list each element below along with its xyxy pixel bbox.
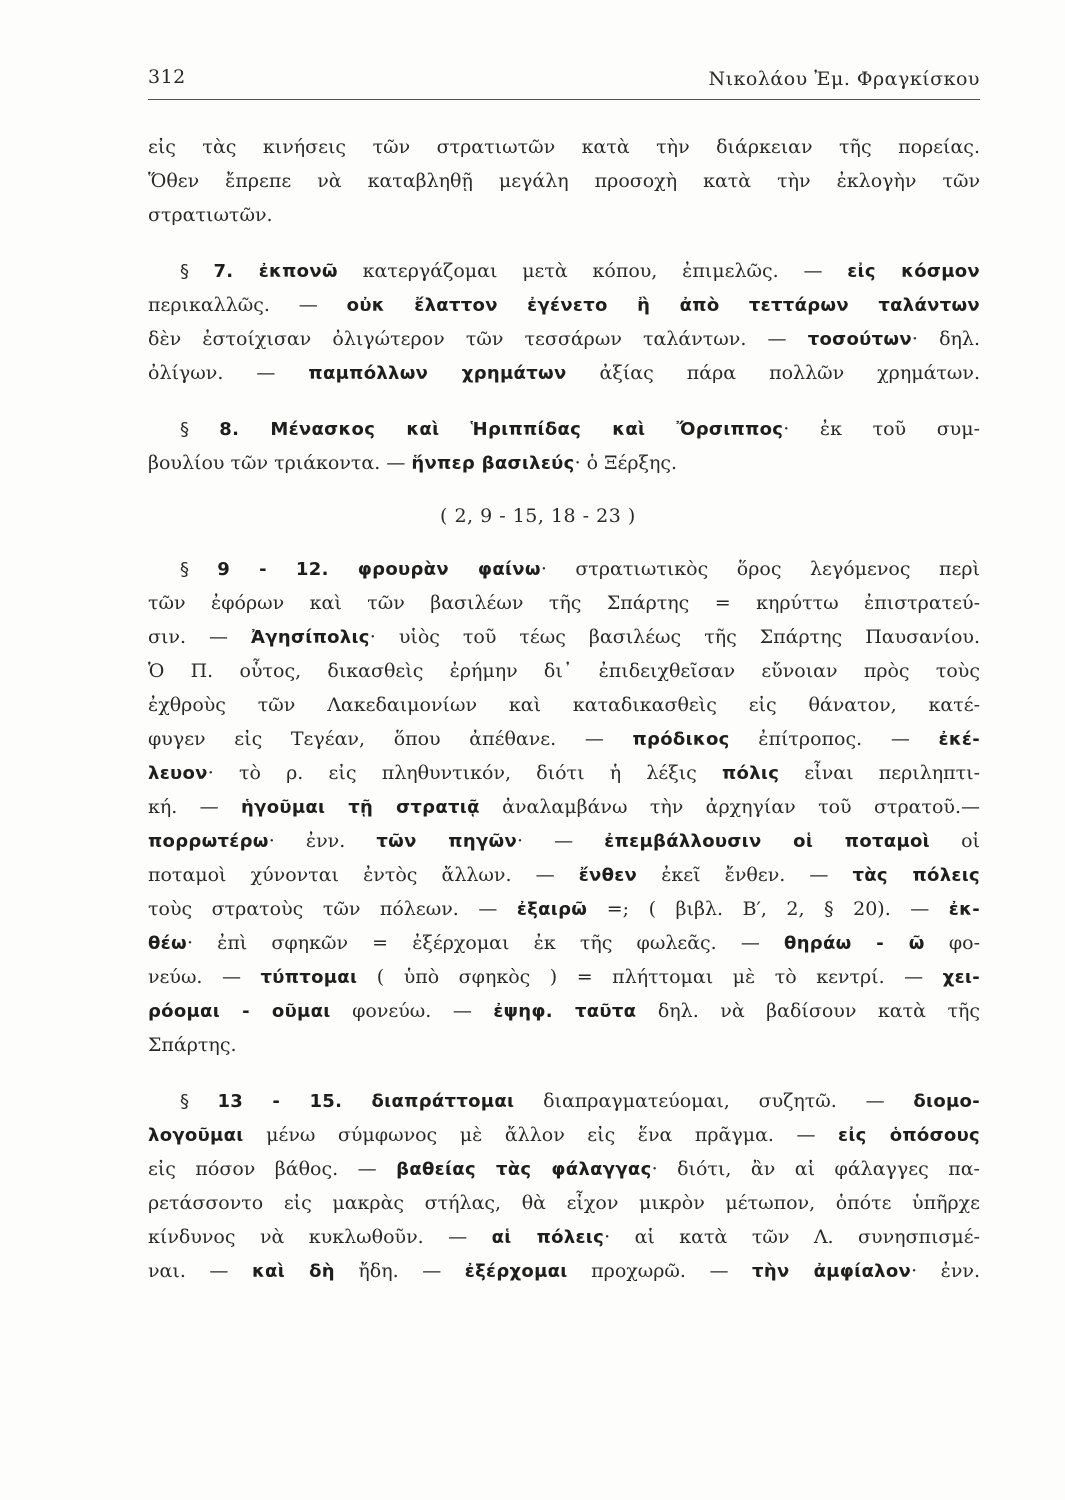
text-line [148, 994, 980, 1028]
text-line [148, 1254, 980, 1288]
text-segment: εἶναι περιληπτι- [779, 762, 980, 784]
text-segment: · ὁ Ξέρξης. [574, 452, 678, 474]
text-segment: ἐπίτροπος. — [729, 728, 939, 750]
text-line [148, 288, 980, 322]
text-line [148, 756, 980, 790]
bold-lemma: λογοῦμαι [148, 1125, 244, 1146]
bold-lemma: ἐκ- [948, 899, 980, 920]
bold-lemma: χει- [942, 967, 980, 988]
text-line [148, 356, 980, 390]
paragraph-section-7 [148, 254, 980, 390]
text-segment: κή. — [148, 796, 242, 818]
bold-lemma: βαθείας τὰς φάλαγγας [396, 1159, 652, 1180]
running-head: Νικολάου Ἐμ. Φραγκίσκου [708, 68, 980, 90]
text-line [148, 412, 980, 446]
bold-lemma: θηράω - ῶ [784, 933, 925, 954]
paragraph-section-9-12 [148, 552, 980, 1062]
text-segment: δηλ. νὰ βαδίσουν κατὰ τῆς [636, 1000, 980, 1022]
text-line [148, 1084, 980, 1118]
text-segment: ( ὑπὸ σφηκὸς ) = πλήττομαι μὲ τὸ κεντρί. — [357, 966, 943, 988]
text-line [148, 322, 980, 356]
text-line [148, 960, 980, 994]
text-segment: · ἐκ τοῦ συμ- [783, 418, 980, 440]
bold-lemma: ἐξέρχομαι [464, 1261, 568, 1282]
text-segment: διαπραγματεύομαι, συζητῶ. — [514, 1090, 914, 1112]
text-segment: ὀλίγων. — [148, 362, 309, 384]
bold-lemma: ἐξαιρῶ [516, 899, 588, 920]
bold-lemma: 8. Μένασκος καὶ Ἡριππίδας καὶ Ὄρσιππος [219, 419, 784, 440]
text-segment: · υἱὸς τοῦ τέως βασιλέως τῆς Σπάρτης Παυσανίου. [369, 626, 980, 648]
text-line [148, 654, 980, 688]
text-line [148, 1186, 980, 1220]
text-segment: εἰς πόσον βάθος. — [148, 1158, 397, 1180]
text-segment: τοὺς στρατοὺς τῶν πόλεων. — [148, 898, 517, 920]
bold-lemma: διομο- [913, 1091, 980, 1112]
text-segment: ἤδη. — [334, 1260, 465, 1282]
text-segment: τῶν ἐφόρων καὶ τῶν βασιλέων τῆς Σπάρτης = κηρύττω ἐπιστρατεύ- [148, 592, 980, 614]
text-line [148, 790, 980, 824]
bold-lemma: καὶ δὴ [251, 1261, 335, 1282]
text-segment: φο- [924, 932, 980, 954]
section-sign: § [180, 419, 220, 440]
text-line [148, 892, 980, 926]
text-segment: φονεύω. — [330, 1000, 494, 1022]
bold-lemma: ἔνθεν [578, 865, 638, 886]
bold-lemma: τοσούτων [807, 329, 912, 350]
text-segment: νεύω. — [148, 966, 261, 988]
bold-lemma: ἡγοῦμαι τῇ στρατιᾷ [241, 797, 480, 818]
text-line [148, 254, 980, 288]
text-line [148, 858, 980, 892]
text-line [148, 1118, 980, 1152]
bold-lemma: ἥνπερ βασιλεύς [411, 453, 575, 474]
text-line [148, 586, 980, 620]
text-segment: Ὅθεν ἔπρεπε νὰ καταβληθῇ μεγάλη προσοχὴ κατὰ τὴν ἐκλογὴν τῶν [148, 170, 980, 192]
text-line [148, 926, 980, 960]
page-body [148, 130, 980, 1288]
bold-lemma: 7. ἐκπονῶ [213, 261, 338, 282]
text-line [148, 1028, 980, 1062]
text-segment: φυγεν εἰς Τεγέαν, ὅπου ἀπέθανε. — [148, 728, 633, 750]
text-line [148, 552, 980, 586]
text-line [148, 1152, 980, 1186]
paragraph-section-13-15 [148, 1084, 980, 1288]
text-line [148, 824, 980, 858]
bold-lemma: θέω [148, 933, 187, 954]
text-segment: ποταμοὶ χύνονται ἐντὸς ἄλλων. — [148, 864, 579, 886]
bold-lemma: εἰς ὁπόσους [838, 1125, 980, 1146]
bold-lemma: πόλις [722, 763, 780, 784]
text-segment: δὲν ἐστοίχισαν ὀλιγώτερον τῶν τεσσάρων ταλάντων. — [148, 328, 808, 350]
text-segment: · δηλ. [911, 328, 980, 350]
text-line [148, 1220, 980, 1254]
chapter-reference: ( 2, 9 - 15, 18 - 23 ) [440, 505, 636, 527]
text-segment: ρετάσσοντο εἰς μακρὰς στήλας, θὰ εἶχον μικρὸν μέτωπον, ὁπότε ὑπῆρχε [148, 1192, 980, 1214]
text-segment: ναι. — [148, 1260, 252, 1282]
text-line [148, 688, 980, 722]
bold-lemma: Ἀγησίπολις [251, 627, 370, 648]
text-segment: οἱ [929, 830, 980, 852]
text-segment: ἀναλαμβάνω τὴν ἀρχηγίαν τοῦ στρατοῦ.— [479, 796, 980, 818]
section-sign: § [180, 261, 214, 282]
text-segment: μένω σύμφωνος μὲ ἄλλον εἰς ἕνα πρᾶγμα. — [243, 1124, 839, 1146]
text-line [148, 446, 980, 480]
text-segment: προχωρῶ. — [567, 1260, 753, 1282]
text-segment: σιν. — [148, 626, 252, 648]
text-segment: ἐκεῖ ἔνθεν. — [637, 864, 853, 886]
text-segment: · αἱ κατὰ τῶν Λ. συνησπισμέ- [604, 1226, 980, 1248]
text-segment: περικαλλῶς. — [148, 294, 347, 316]
bold-lemma: ἐκέ- [938, 729, 980, 750]
bold-lemma: αἱ πόλεις [491, 1227, 605, 1248]
text-segment: εἰς τὰς κινήσεις τῶν στρατιωτῶν κατὰ τὴν διάρκειαν τῆς πορείας. [148, 136, 980, 158]
paragraph-section-8 [148, 412, 980, 480]
text-segment: Ὁ Π. οὗτος, δικασθεὶς ἐρήμην δι᾿ ἐπιδειχθεῖσαν εὔνοιαν πρὸς τοὺς [148, 660, 980, 682]
bold-lemma: 9 - 12. φρουρὰν φαίνω [217, 559, 541, 580]
text-segment: · στρατιωτικὸς ὅρος λεγόμενος περὶ [540, 558, 980, 580]
text-segment: =; ( βιβλ. Β′, 2, § 20). — [587, 898, 949, 920]
text-line [148, 198, 980, 232]
text-segment: · ἐνν. [911, 1260, 980, 1282]
page-number: 312 [148, 66, 186, 88]
bold-lemma: τὴν ἀμφίαλον [752, 1261, 912, 1282]
text-line [148, 164, 980, 198]
paragraph-intro [148, 130, 980, 232]
text-segment: κίνδυνος νὰ κυκλωθοῦν. — [148, 1226, 492, 1248]
text-segment: ἐχθροὺς τῶν Λακεδαιμονίων καὶ καταδικασθεὶς εἰς θάνατον, κατέ- [148, 694, 980, 716]
text-line [148, 620, 980, 654]
text-segment: · τὸ ρ. εἰς πληθυντικόν, διότι ἡ λέξις [207, 762, 722, 784]
page-header [148, 62, 980, 96]
bold-lemma: ρόομαι - οῦμαι [148, 1001, 331, 1022]
bold-lemma: 13 - 15. διαπράττομαι [217, 1091, 515, 1112]
text-segment: κατεργάζομαι μετὰ κόπου, ἐπιμελῶς. — [337, 260, 848, 282]
bold-lemma: τὰς πόλεις [852, 865, 980, 886]
header-rule [148, 99, 980, 100]
section-sign: § [180, 559, 218, 580]
bold-lemma: πρόδικος [632, 729, 730, 750]
bold-lemma: ἐψηφ. ταῦτα [493, 1001, 637, 1022]
bold-lemma: τύπτομαι [260, 967, 358, 988]
bold-lemma: εἰς κόσμον [847, 261, 980, 282]
bold-lemma: λευον [148, 763, 208, 784]
bold-lemma: πορρωτέρω [148, 831, 269, 852]
text-segment: στρατιωτῶν. [148, 204, 273, 226]
text-segment: · διότι, ἂν αἱ φάλαγγες πα- [651, 1158, 980, 1180]
text-segment: ἀξίας πάρα πολλῶν χρημάτων. [566, 362, 980, 384]
bold-lemma: οὐκ ἔλαττον ἐγένετο ἢ ἀπὸ τεττάρων ταλάντων [346, 295, 980, 316]
bold-lemma: ἐπεμβάλλουσιν οἱ ποταμοὶ [604, 831, 930, 852]
text-line [148, 722, 980, 756]
text-line [148, 130, 980, 164]
text-segment: · ἐπὶ σφηκῶν = ἐξέρχομαι ἐκ τῆς φωλεᾶς. — [186, 932, 785, 954]
bold-lemma: παμπόλλων χρημάτων [308, 363, 567, 384]
bold-lemma: τῶν πηγῶν [376, 831, 518, 852]
text-segment: Σπάρτης. [148, 1034, 237, 1056]
text-segment: βουλίου τῶν τριάκοντα. — [148, 452, 412, 474]
text-segment: · — [517, 830, 605, 852]
section-sign: § [180, 1091, 218, 1112]
text-segment: · ἐνν. [268, 830, 377, 852]
